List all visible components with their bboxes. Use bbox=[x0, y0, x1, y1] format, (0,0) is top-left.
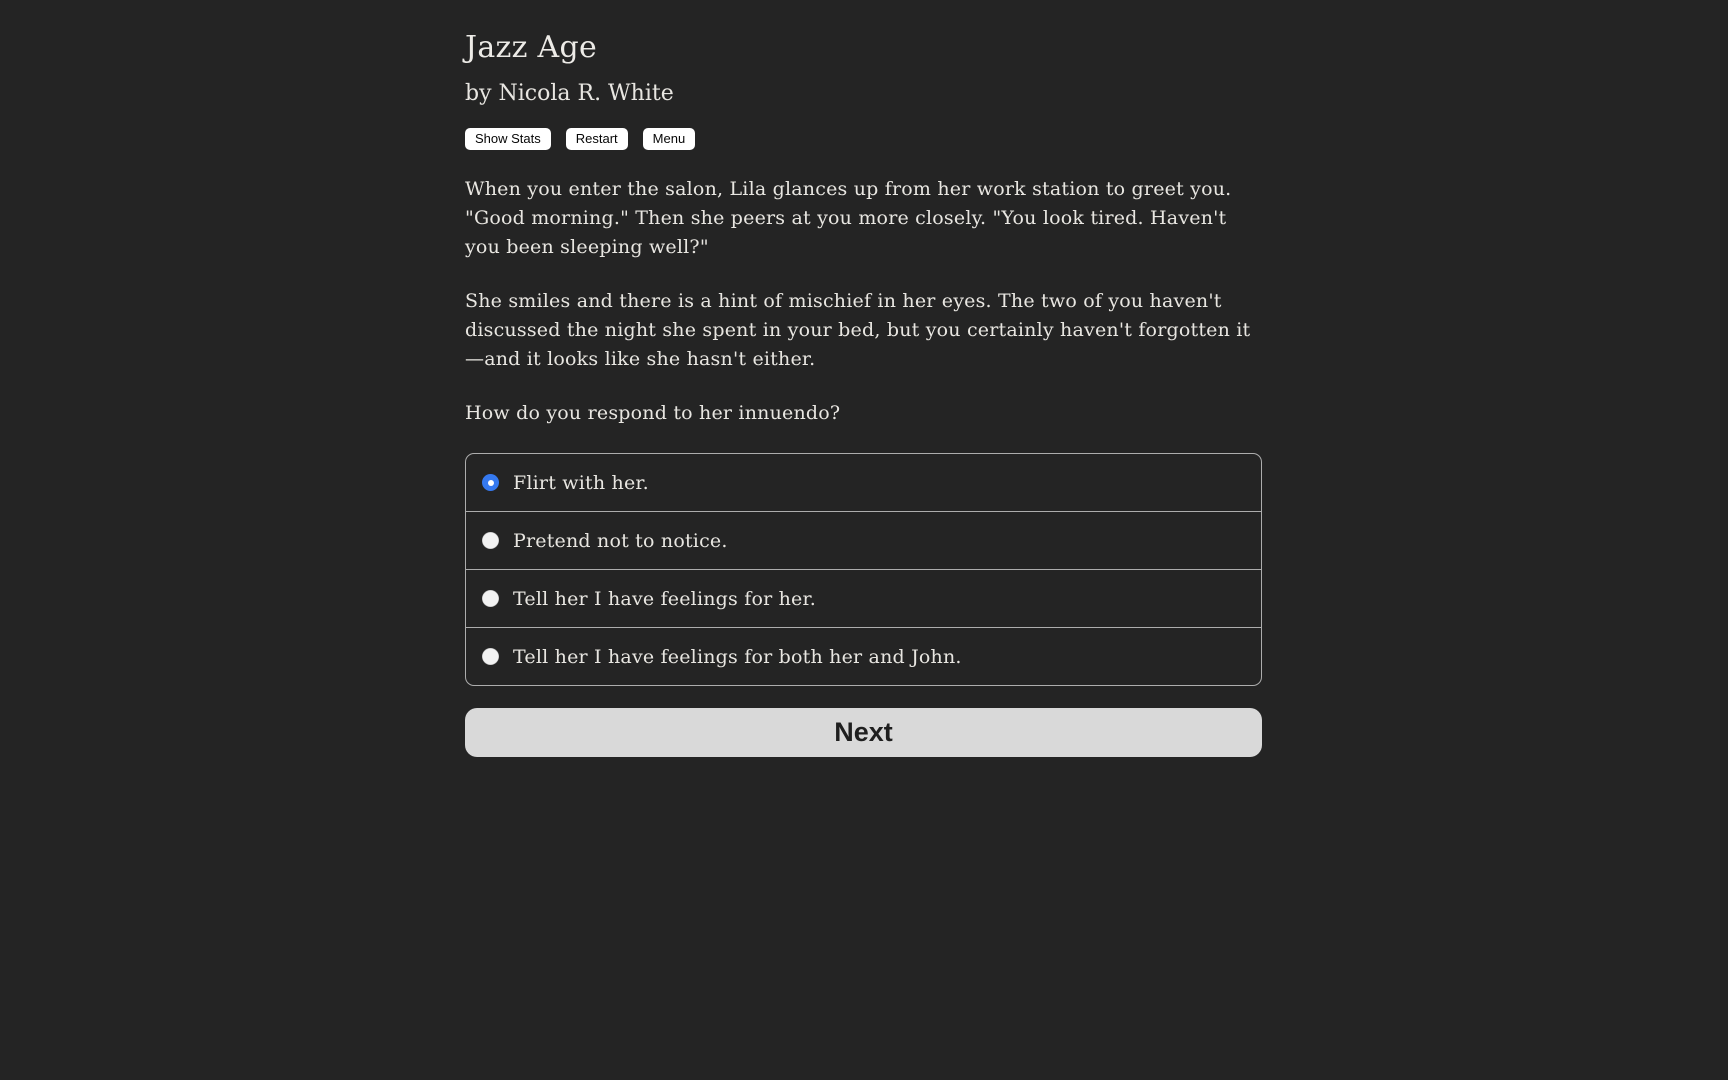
choice-radio[interactable] bbox=[482, 648, 499, 665]
game-column bbox=[465, 0, 1262, 757]
choice-radio[interactable] bbox=[482, 532, 499, 549]
show-stats-button[interactable]: Show Stats bbox=[465, 128, 551, 150]
choice-radio[interactable] bbox=[482, 474, 499, 491]
choice-row[interactable] bbox=[466, 454, 1261, 511]
choice-row[interactable] bbox=[466, 511, 1261, 569]
story-paragraph-1: When you enter the salon, Lila glances up from her work station to greet you. "Good morning." Then she peers at you more closely. "You look tired. Haven't you been sleeping well?" bbox=[465, 178, 1232, 258]
restart-button[interactable]: Restart bbox=[566, 128, 628, 150]
next-button[interactable]: Next bbox=[465, 708, 1262, 757]
choice-label: Tell her I have feelings for both her and John. bbox=[513, 645, 962, 668]
game-title: Jazz Age bbox=[465, 30, 598, 65]
choice-label: Flirt with her. bbox=[513, 471, 649, 494]
choice-label: Pretend not to notice. bbox=[513, 529, 728, 552]
menu-button[interactable]: Menu bbox=[643, 128, 696, 150]
choice-group bbox=[465, 453, 1262, 686]
choice-label: Tell her I have feelings for her. bbox=[513, 587, 816, 610]
choice-row[interactable] bbox=[466, 569, 1261, 627]
story-question: How do you respond to her innuendo? bbox=[465, 402, 841, 424]
choice-radio[interactable] bbox=[482, 590, 499, 607]
story-paragraph-2: She smiles and there is a hint of mischief in her eyes. The two of you haven't discussed the night she spent in your bed, but you certainly haven't forgotten it—and it looks like she hasn't either. bbox=[465, 290, 1251, 370]
toolbar bbox=[465, 128, 1262, 150]
game-byline: by Nicola R. White bbox=[465, 81, 674, 106]
choice-row[interactable] bbox=[466, 627, 1261, 685]
